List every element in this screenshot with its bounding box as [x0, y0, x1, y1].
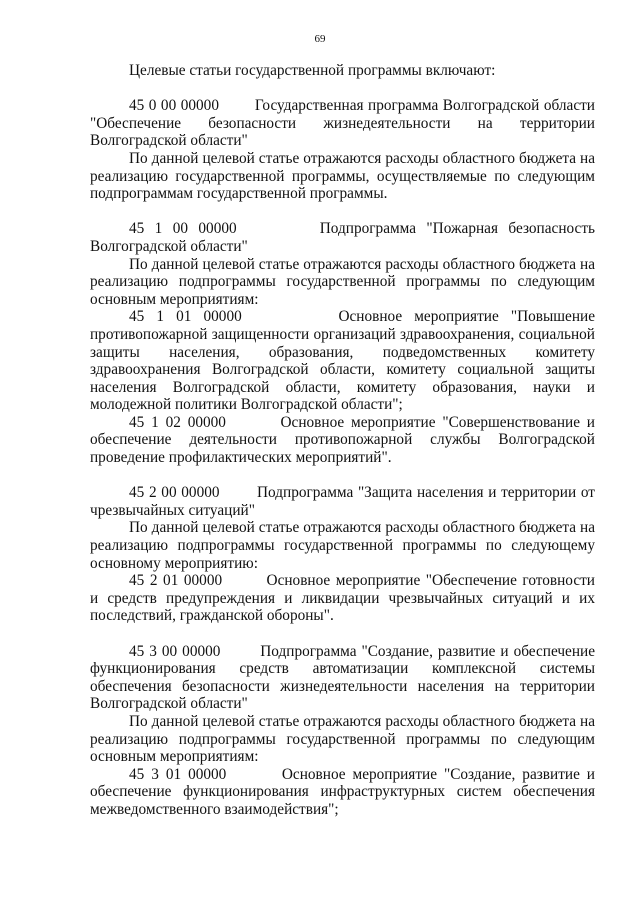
paragraph-gap [90, 625, 595, 643]
text-line: молодежной политики Волгоградской области"; [90, 396, 403, 414]
text-line: обеспечение деятельности противопожарной службы Волгоградской [90, 431, 595, 449]
text-line: По данной целевой статье отражаются расходы областного бюджета на [129, 255, 595, 273]
text-line: обеспечения безопасности жизнедеятельности населения на территории [90, 677, 595, 695]
text-line: основному мероприятию: [90, 554, 258, 572]
paragraph-gap [90, 80, 595, 98]
text-line: 45 1 02 00000 Основное мероприятие "Совершенствование и [129, 413, 595, 431]
text-line: межведомственного взаимодействия"; [90, 800, 339, 818]
text-line: и средств предупреждения и ликвидации чрезвычайных ситуаций и их [90, 589, 595, 607]
text-line: основным мероприятиям: [90, 290, 259, 308]
text-line: 45 3 01 00000 Основное мероприятие "Создание, развитие и [129, 765, 595, 783]
text-line: 45 1 00 00000 Подпрограмма "Пожарная безопасность [129, 220, 595, 238]
text-line: 45 3 00 00000 Подпрограмма "Создание, развитие и обеспечение [129, 642, 595, 660]
text-line: 45 2 01 00000 Основное мероприятие "Обеспечение готовности [129, 572, 595, 590]
text-line: Волгоградской области" [90, 132, 248, 150]
text-line: защиты населения, образования, подведомственных комитету [90, 343, 595, 361]
text-line: реализацию подпрограммы государственной программы по следующим [90, 273, 595, 291]
text-line: проведение профилактических мероприятий". [90, 449, 392, 467]
text-line: здравоохранения Волгоградской области, комитету социальной защиты [90, 361, 595, 379]
text-line: реализацию государственной программы, осуществляемые по следующим [90, 167, 595, 185]
text-line: Волгоградской области" [90, 237, 248, 255]
text-line: Волгоградской области" [90, 695, 248, 713]
text-line: чрезвычайных ситуаций" [90, 501, 255, 519]
text-line: реализацию подпрограммы государственной программы по следующему [90, 537, 595, 555]
text-line: "Обеспечение безопасности жизнедеятельности на территории [90, 114, 595, 132]
text-line: функционирования средств автоматизации комплексной системы [90, 660, 595, 678]
document-body [90, 62, 595, 819]
text-line: 45 2 00 00000 Подпрограмма "Защита населения и территории от [129, 484, 595, 502]
text-line: основным мероприятиям: [90, 748, 259, 766]
text-line: населения Волгоградской области, комитету образования, науки и [90, 378, 595, 396]
text-line: противопожарной защищенности организаций здравоохранения, социальной [90, 325, 595, 343]
page-number: 69 [314, 33, 326, 45]
text-line: обеспечение функционирования инфраструктурных систем обеспечения [90, 783, 595, 801]
text-line: подпрограммам государственной программы. [90, 185, 388, 203]
text-line: 45 0 00 00000 Государственная программа Волгоградской области [129, 97, 595, 115]
text-line: По данной целевой статье отражаются расходы областного бюджета на [129, 712, 595, 730]
text-line: реализацию подпрограммы государственной программы по следующим [90, 730, 595, 748]
paragraph-gap [90, 203, 595, 221]
text-line: По данной целевой статье отражаются расходы областного бюджета на [129, 519, 595, 537]
text-line: Целевые статьи государственной программы включают: [129, 62, 496, 79]
text-line: По данной целевой статье отражаются расходы областного бюджета на [129, 149, 595, 167]
paragraph-gap [90, 467, 595, 485]
text-line: 45 1 01 00000 Основное мероприятие "Повышение [129, 308, 595, 326]
text-line: последствий, гражданской обороны". [90, 607, 334, 625]
